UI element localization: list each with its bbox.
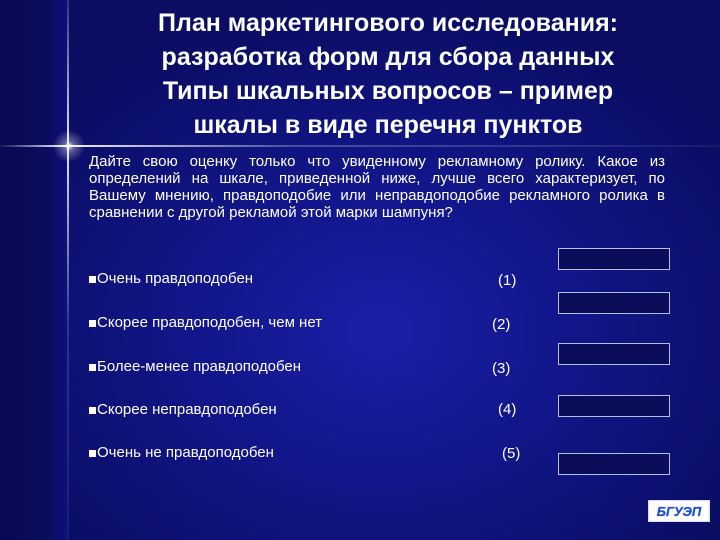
university-logo [648, 500, 710, 522]
scale-item-4 [89, 401, 277, 418]
scale-item-label: Скорее неправдоподобен [97, 401, 277, 418]
slide-title [88, 6, 688, 142]
scale-item-label: Очень правдоподобен [97, 270, 254, 287]
title-line-1: План маркетингового исследования: [158, 9, 618, 37]
scale-item-code: (1) [498, 272, 517, 289]
answer-box[interactable] [558, 395, 670, 417]
decorative-vertical-line [67, 0, 69, 540]
logo-icon [649, 501, 709, 521]
square-bullet-icon [89, 276, 96, 283]
scale-item-code: (4) [498, 401, 517, 418]
scale-item-1 [89, 270, 253, 287]
scale-item-label: Скорее правдоподобен, чем нет [97, 314, 323, 331]
title-line-2: разработка форм для сбора данных [161, 43, 615, 71]
scale-item-code: (3) [492, 360, 511, 377]
title-line-3: Типы шкальных вопросов – пример [162, 77, 614, 105]
svg-text:БГУЭП: БГУЭП [656, 504, 702, 519]
decorative-horizontal-line [0, 145, 720, 147]
scale-item-label: Очень не правдоподобен [97, 444, 274, 461]
left-band [0, 0, 68, 540]
square-bullet-icon [89, 364, 96, 371]
answer-box[interactable] [558, 453, 670, 475]
question-text: Дайте свою оценку только что увиденному рекламному ролику. Какое из определений на шкале, приведенной ниже, лучше всего характеризует, по Вашему мнению, правдоподобие или неправдоподобие рекламного ролика в сравнении с другой рекламой этой марки шампуня? [89, 153, 665, 221]
answer-box[interactable] [558, 248, 670, 270]
scale-item-3 [89, 358, 301, 375]
scale-item-label: Более-менее правдоподобен [97, 358, 302, 375]
square-bullet-icon [89, 320, 96, 327]
square-bullet-icon [89, 407, 96, 414]
scale-item-code: (2) [492, 316, 511, 333]
sparkle-icon [50, 127, 88, 165]
title-line-4: шкалы в виде перечня пунктов [193, 111, 583, 139]
scale-item-5 [89, 444, 274, 461]
square-bullet-icon [89, 450, 96, 457]
answer-box[interactable] [558, 343, 670, 365]
scale-item-code: (5) [502, 445, 521, 462]
scale-item-2 [89, 314, 322, 331]
answer-box[interactable] [558, 292, 670, 314]
